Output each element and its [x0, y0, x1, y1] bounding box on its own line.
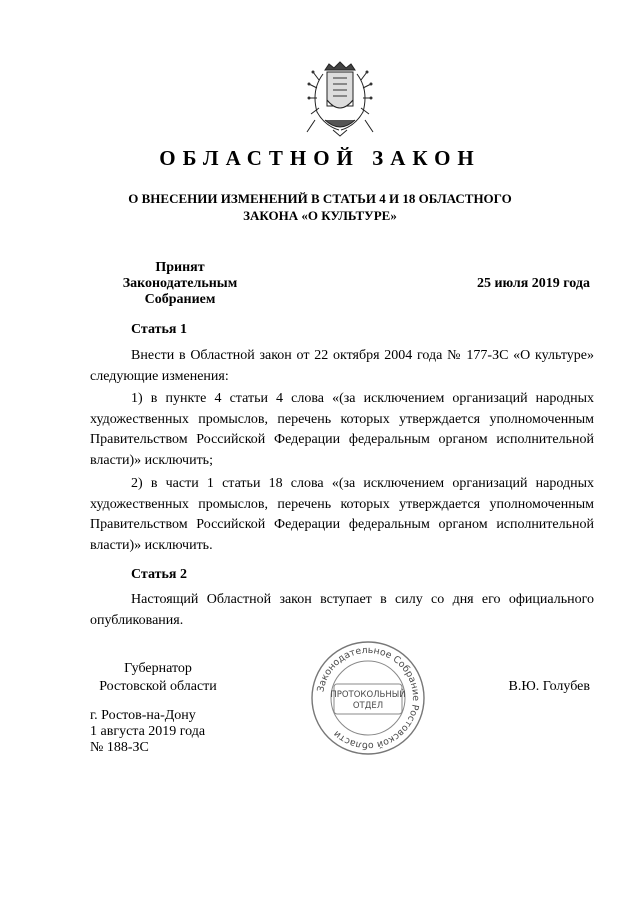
article-1-heading: Статья 1 [131, 322, 187, 337]
stamp-inner-line-1: ПРОТОКОЛЬНЫЙ [330, 690, 406, 700]
issuance-details [90, 708, 205, 756]
signer-position-line-2: Ростовской области [99, 679, 217, 694]
stamp-ring-text: Законодательное Собрание Ростовской области [315, 644, 422, 752]
issuance-date: 1 августа 2019 года [90, 724, 206, 739]
adoption-date: 25 июля 2019 года [476, 276, 590, 291]
official-stamp-icon [310, 640, 426, 756]
signer-position [90, 660, 226, 696]
article-1-item-2: 2) в части 1 статьи 18 слова «(за исключением организаций народных художественных промыслов, перечень которых утверждается уполномоченным Правительством Российской Федерации федеральным органом исполнительной власти)» исключить. [90, 476, 594, 554]
issuance-place: г. Ростов-на-Дону [90, 708, 196, 723]
adoption-line-2: Законодательным Собранием [122, 276, 238, 307]
signer-name: В.Ю. Голубев [508, 679, 590, 694]
article-1-item-1: 1) в пункте 4 статьи 4 слова «(за исключением организаций народных художественных промыслов, перечень которых утверждается уполномоченным Правительством Российской Федерации федеральным органом исполнительной власти)» исключить; [90, 391, 594, 469]
law-number: № 188-ЗС [90, 740, 149, 755]
article-1-paragraph-intro: Внести в Областной закон от 22 октября 2004 года № 177-ЗС «О культуре» следующие изменения: [90, 348, 594, 384]
adoption-authority [90, 260, 270, 308]
document-subtitle: О ВНЕСЕНИИ ИЗМЕНЕНИЙ В СТАТЬИ 4 И 18 ОБЛАСТНОГО ЗАКОНА «О КУЛЬТУРЕ» [128, 191, 512, 223]
article-2-heading: Статья 2 [131, 567, 187, 582]
document-title: ОБЛАСТНОЙ ЗАКОН [159, 146, 481, 170]
article-2-paragraph: Настоящий Областной закон вступает в силу со дня его официального опубликования. [90, 592, 594, 628]
signer-position-line-1: Губернатор [124, 661, 192, 676]
coat-of-arms-icon [303, 60, 377, 138]
adoption-line-1: Принят [155, 260, 205, 275]
stamp-inner-line-2: ОТДЕЛ [352, 701, 384, 711]
